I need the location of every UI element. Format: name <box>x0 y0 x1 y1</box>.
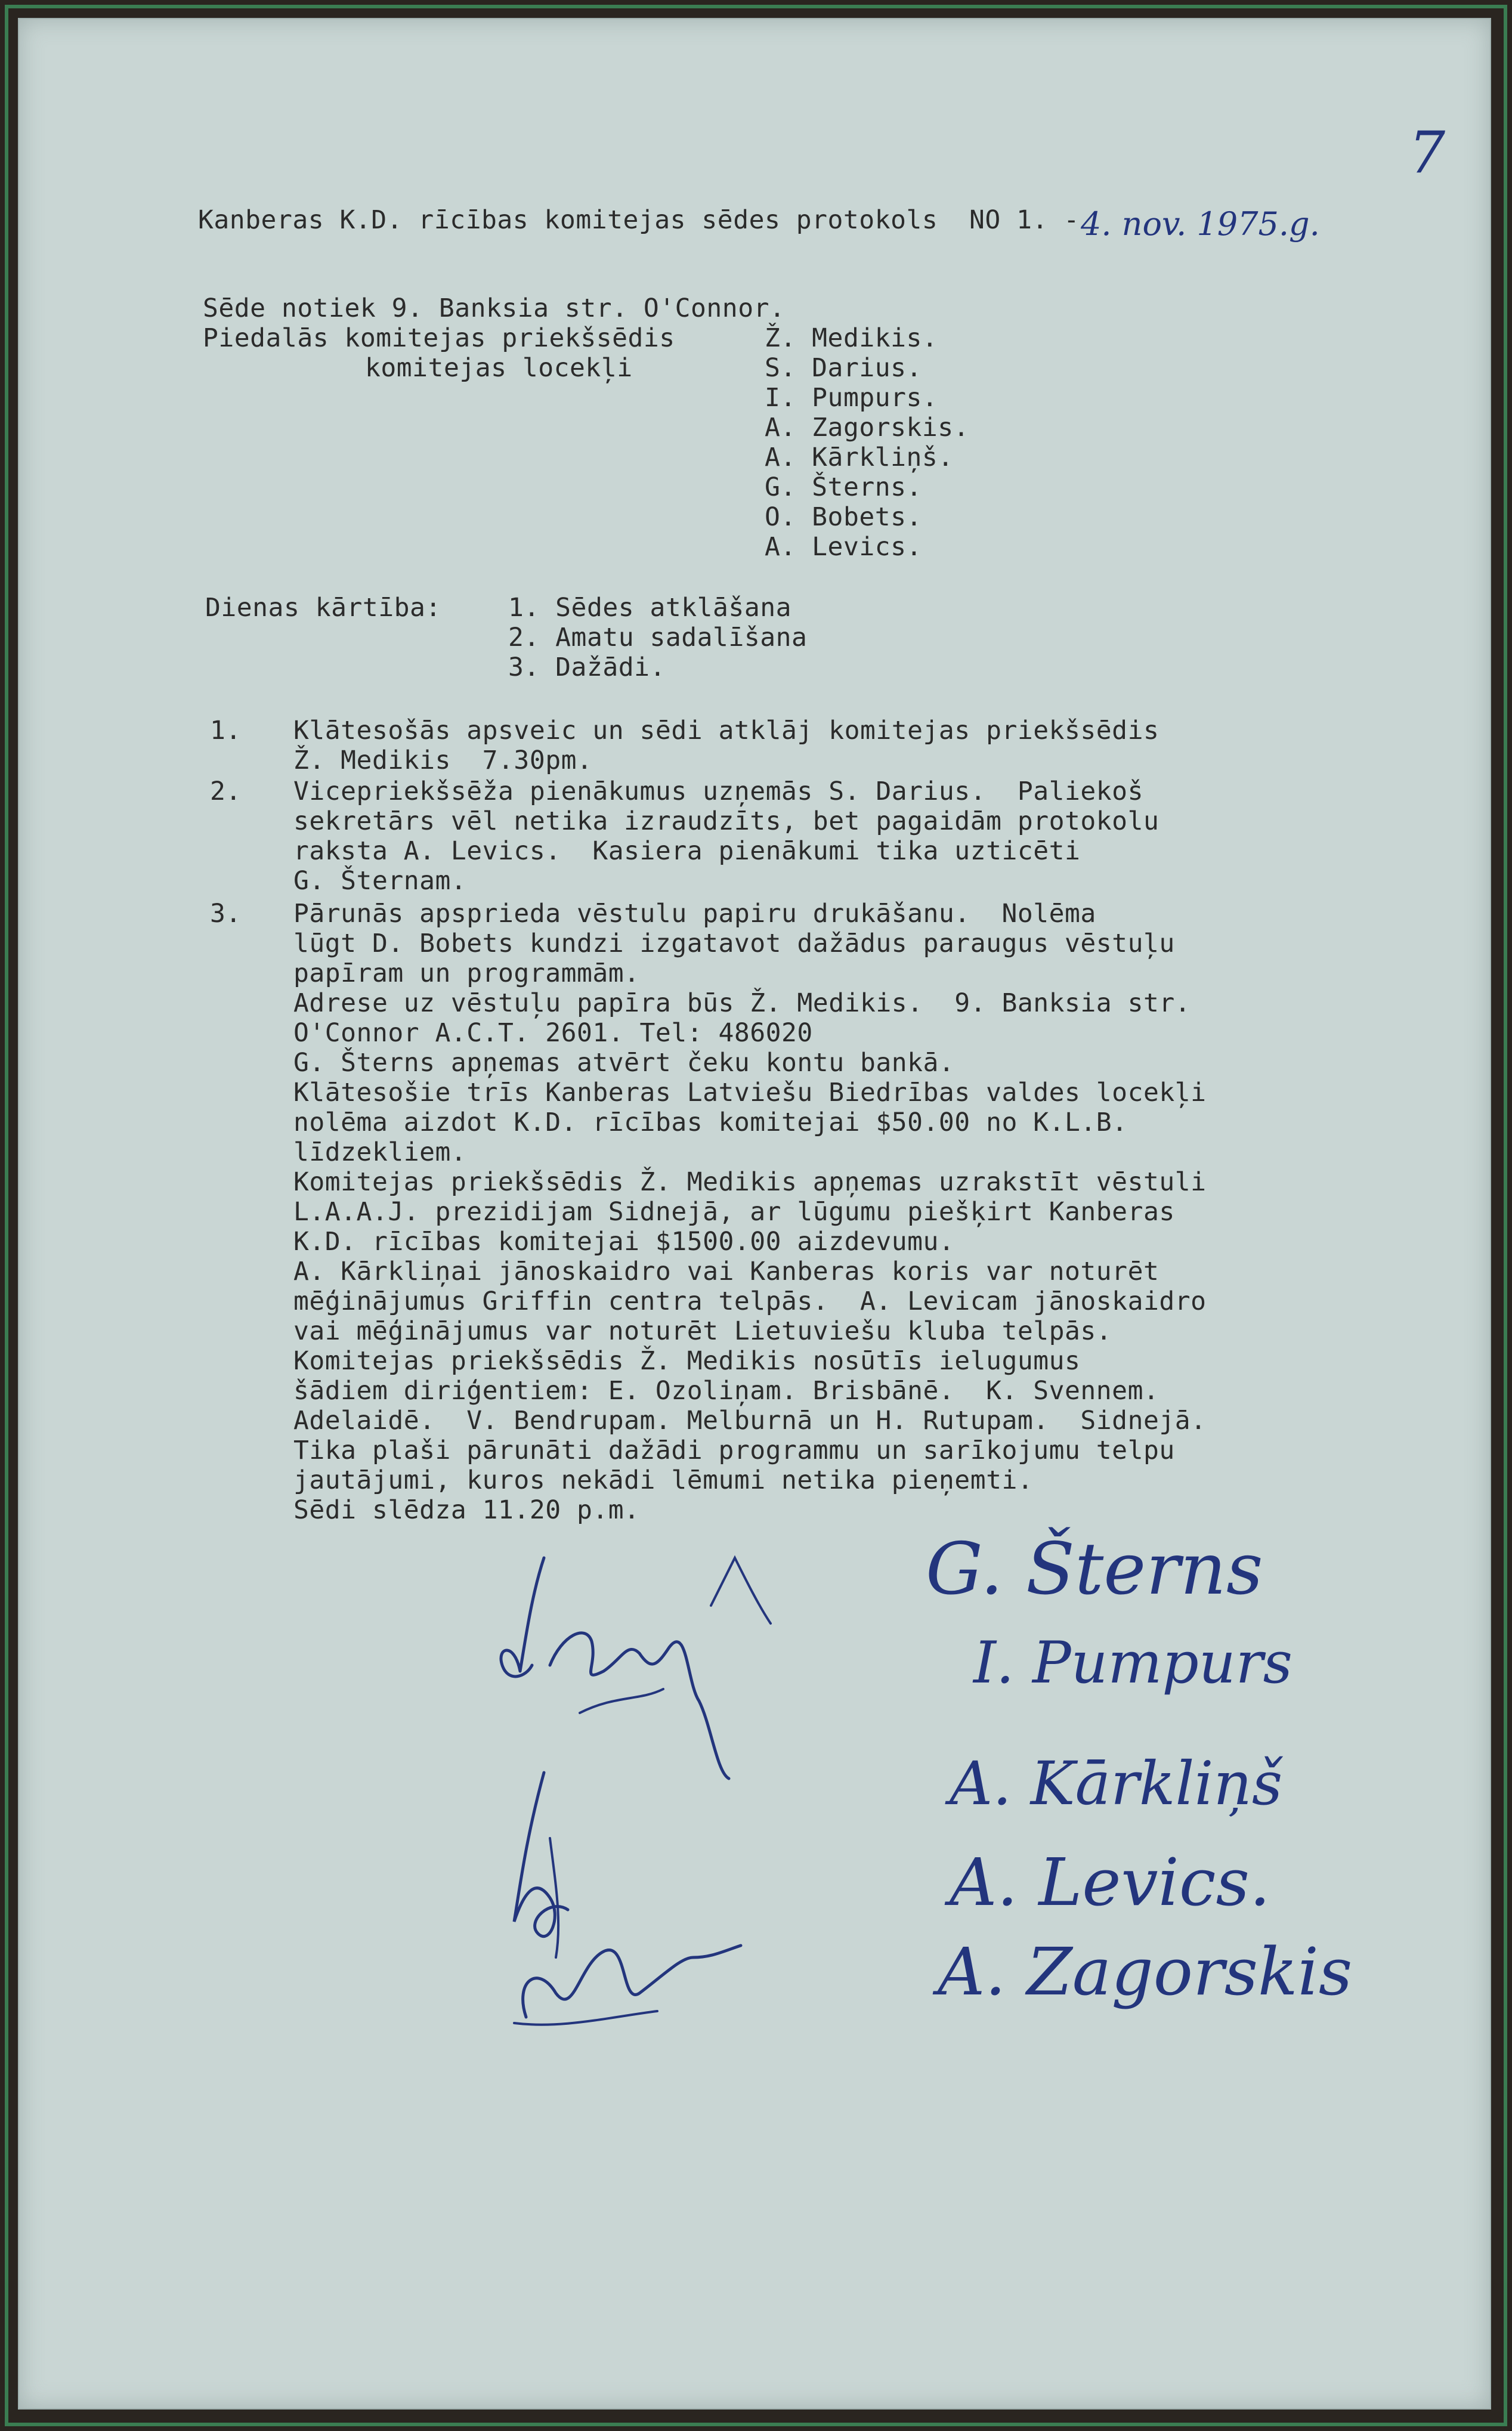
agenda-label: Dienas kārtība: <box>205 593 441 623</box>
item-line: raksta A. Levics. Kasiera pienākumi tika uzticēti <box>293 836 1081 866</box>
item-line: mēģinājumus Griffin centra telpās. A. Levicam jānoskaidro <box>293 1286 1207 1316</box>
document-page <box>18 18 1491 2410</box>
signature-levics: A. Levics. <box>950 1844 1270 1920</box>
signature-zagorskis: A. Zagorskis <box>938 1934 1353 2010</box>
chair-label: Piedalās komitejas priekšsēdis <box>203 323 675 353</box>
item-line: Sēdi slēdza 11.20 p.m. <box>293 1495 640 1525</box>
attendee: A. Zagorskis. <box>765 413 970 443</box>
agenda-item: 2. Amatu sadalīšana <box>508 623 808 652</box>
attendee: A. Levics. <box>765 532 922 562</box>
document-title: Kanberas K.D. rīcības komitejas sēdes protokols NO 1. - <box>198 205 1080 235</box>
item-line: Adrese uz vēstuļu papīra būs Ž. Medikis. 9. Banksia str. <box>293 988 1191 1018</box>
members-label: komitejas locekļi <box>365 353 633 383</box>
signature-medikis <box>490 1767 765 2043</box>
attendee: S. Darius. <box>765 353 922 383</box>
handwritten-date: 4. nov. 1975.g. <box>1081 205 1320 243</box>
item-line: Tika plaši pārunāti dažādi programmu un sarīkojumu telpu <box>293 1436 1175 1465</box>
attendee: I. Pumpurs. <box>765 383 938 413</box>
meeting-place: Sēde notiek 9. Banksia str. O'Connor. <box>203 293 786 323</box>
signature-sterns: G. Šterns <box>926 1528 1263 1611</box>
item-line: papīram un programmām. <box>293 958 640 988</box>
item-line: Ž. Medikis 7.30pm. <box>293 746 593 775</box>
item-line: K.D. rīcības komitejai $1500.00 aizdevumu. <box>293 1227 955 1257</box>
item-line: lūgt D. Bobets kundzi izgatavot dažādus paraugus vēstuļu <box>293 929 1175 958</box>
item-line: G. Šternam. <box>293 866 467 896</box>
item-line: Klātesošās apsveic un sēdi atklāj komitejas priekšsēdis <box>293 716 1159 746</box>
item-line: šādiem diriģentiem: E. Ozoliņam. Brisbānē. K. Svennem. <box>293 1376 1159 1406</box>
item-line: A. Kārkliņai jānoskaidro vai Kanberas koris var noturēt <box>293 1257 1159 1286</box>
item-line: jautājumi, kuros nekādi lēmumi netika pieņemti. <box>293 1465 1034 1495</box>
item-line: Adelaidē. V. Bendrupam. Melburnā un H. Rutupam. Sidnejā. <box>293 1406 1207 1436</box>
item-line: Pārunās apsprieda vēstulu papiru drukāšanu. Nolēma <box>293 899 1096 929</box>
agenda-item: 1. Sēdes atklāšana <box>508 593 791 623</box>
item-line: nolēma aizdot K.D. rīcības komitejai $50.00 no K.L.B. <box>293 1108 1128 1137</box>
item-line: vai mēģinājumus var noturēt Lietuviešu kluba telpās. <box>293 1316 1112 1346</box>
item-line: Komitejas priekšsēdis Ž. Medikis apņemas uzrakstīt vēstuli <box>293 1167 1207 1197</box>
item-line: G. Šterns apņemas atvērt čeku kontu bankā. <box>293 1048 955 1078</box>
signature-darius <box>460 1546 794 1787</box>
attendee: G. Šterns. <box>765 472 922 502</box>
item-line: Klātesošie trīs Kanberas Latviešu Biedrības valdes locekļi <box>293 1078 1207 1108</box>
signature-pumpurs: I. Pumpurs <box>973 1629 1293 1696</box>
item-line: Komitejas priekšsēdis Ž. Medikis nosūtīs ielugumus <box>293 1346 1081 1376</box>
attendee: A. Kārkliņš. <box>765 443 954 472</box>
item-number: 3. <box>210 899 242 929</box>
item-line: O'Connor A.C.T. 2601. Tel: 486020 <box>293 1018 813 1048</box>
signature-karklins: A. Kārkliņš <box>950 1749 1283 1818</box>
item-number: 1. <box>210 716 242 746</box>
item-number: 2. <box>210 777 242 806</box>
item-line: Vicepriekšsēža pienākumus uzņemās S. Darius. Paliekoš <box>293 777 1143 806</box>
attendee: Ž. Medikis. <box>765 323 938 353</box>
item-line: L.A.A.J. prezidijam Sidnejā, ar lūgumu piešķirt Kanberas <box>293 1197 1175 1227</box>
agenda-item: 3. Dažādi. <box>508 652 666 682</box>
attendee: O. Bobets. <box>765 502 922 532</box>
item-line: sekretārs vēl netika izraudzīts, bet pagaidām protokolu <box>293 806 1159 836</box>
page-number: 7 <box>1409 119 1446 186</box>
item-line: līdzekliem. <box>293 1137 467 1167</box>
